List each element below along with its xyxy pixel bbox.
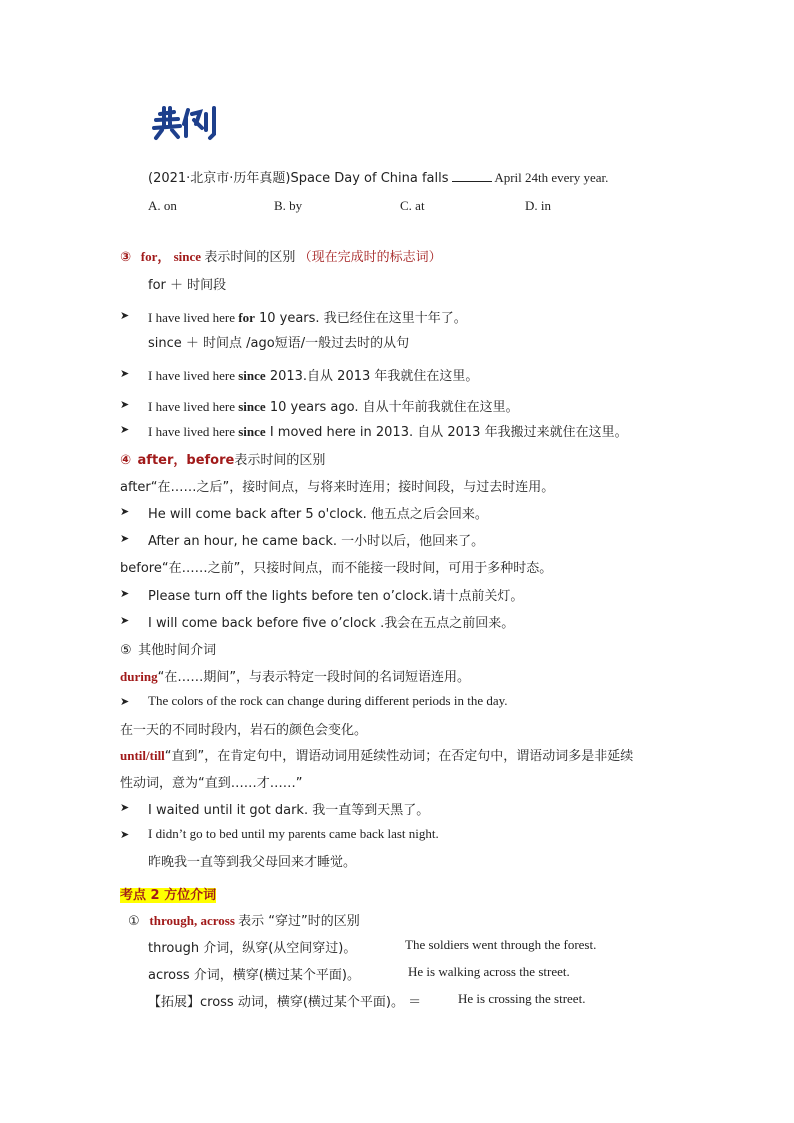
through-example: The soldiers went through the forest. bbox=[405, 937, 597, 952]
sec5-example-1: The colors of the rock can change during different periods in the day. bbox=[148, 693, 508, 708]
until-rule: until/till“直到”，在肯定句中，谓语动词用延续性动词；在否定句中，谓语动词多是非延续 bbox=[120, 748, 634, 764]
during-rule: during“在……期间”，与表示特定一段时间的名词短语连用。 bbox=[120, 669, 471, 685]
since-rule: since ＋ 时间点 /ago短语/一般过去时的从句 bbox=[148, 336, 410, 351]
extension-example: He is crossing the street. bbox=[458, 991, 586, 1006]
svg-text:典例: 典例 bbox=[150, 104, 152, 105]
arrow-bullet-icon: ➤ bbox=[120, 533, 130, 545]
sec5-example-3-translation: 昨晚我一直等到我父母回来才睡觉。 bbox=[148, 855, 357, 870]
sec5-example-2: I waited until it got dark. 我一直等到天黑了。 bbox=[148, 803, 430, 818]
arrow-bullet-icon: ➤ bbox=[120, 310, 130, 322]
across-example: He is walking across the street. bbox=[408, 964, 570, 979]
section5-heading: ⑤ 其他时间介词 bbox=[120, 643, 217, 658]
sec3-example-4: I have lived here since I moved here in 2013. 自从 2013 年我搬过来就住在这里。 bbox=[148, 424, 628, 440]
arrow-bullet-icon: ➤ bbox=[120, 802, 130, 814]
sec3-example-2: I have lived here since 2013.自从 2013 年我就住在这里。 bbox=[148, 368, 479, 384]
sec4-example-2: After an hour, he came back. 一小时以后，他回来了。 bbox=[148, 534, 485, 549]
option-a: A. on bbox=[148, 198, 177, 213]
arrow-bullet-icon: ➤ bbox=[120, 615, 130, 627]
arrow-bullet-icon: ➤ bbox=[120, 399, 130, 411]
sec3-example-1: I have lived here for 10 years. 我已经住在这里十年了。 bbox=[148, 310, 467, 326]
sec5-example-3: I didn’t go to bed until my parents came back last night. bbox=[148, 826, 439, 841]
option-d: D. in bbox=[525, 198, 551, 213]
option-c: C. at bbox=[400, 198, 425, 213]
sec4-example-1: He will come back after 5 o'clock. 他五点之后会回来。 bbox=[148, 507, 488, 522]
after-rule: after“在……之后”，接时间点，与将来时连用；接时间段，与过去时连用。 bbox=[120, 480, 555, 495]
example-question: (2021·北京市·历年真题)Space Day of China falls April 24th every year. bbox=[148, 170, 609, 186]
point2-heading: ① through, across 表示 “穿过”时的区别 bbox=[128, 913, 360, 929]
until-rule-cont: 性动词，意为“直到……才……” bbox=[120, 776, 303, 791]
sec3-example-3: I have lived here since 10 years ago. 自从十年前我就住在这里。 bbox=[148, 399, 519, 415]
arrow-bullet-icon: ➤ bbox=[120, 696, 130, 708]
example-logo bbox=[150, 104, 228, 144]
sec5-example-1-translation: 在一天的不同时段内，岩石的颜色会变化。 bbox=[120, 723, 368, 738]
sec4-example-3: Please turn off the lights before ten o’clock.请十点前关灯。 bbox=[148, 589, 524, 604]
section3-heading: ③ for， since 表示时间的区别 （现在完成时的标志词） bbox=[120, 249, 442, 265]
arrow-bullet-icon: ➤ bbox=[120, 424, 130, 436]
through-definition: through 介词，纵穿(从空间穿过)。 bbox=[148, 941, 357, 956]
arrow-bullet-icon: ➤ bbox=[120, 506, 130, 518]
arrow-bullet-icon: ➤ bbox=[120, 588, 130, 600]
point2-label: 考点 2 方位介词 bbox=[120, 888, 217, 903]
arrow-bullet-icon: ➤ bbox=[120, 829, 130, 841]
option-b: B. by bbox=[274, 198, 303, 213]
extension-definition: 【拓展】cross 动词，横穿(横过某个平面)。 ＝ bbox=[148, 995, 422, 1010]
across-definition: across 介词，横穿(横过某个平面)。 bbox=[148, 968, 360, 983]
arrow-bullet-icon: ➤ bbox=[120, 368, 130, 380]
for-rule: for ＋ 时间段 bbox=[148, 278, 227, 293]
before-rule: before“在……之前”，只接时间点，而不能接一段时间，可用于多种时态。 bbox=[120, 561, 553, 576]
answer-blank bbox=[452, 170, 492, 182]
sec4-example-4: I will come back before five o’clock .我会在五点之前回来。 bbox=[148, 616, 515, 631]
section4-heading: ④ after，before表示时间的区别 bbox=[120, 453, 326, 468]
